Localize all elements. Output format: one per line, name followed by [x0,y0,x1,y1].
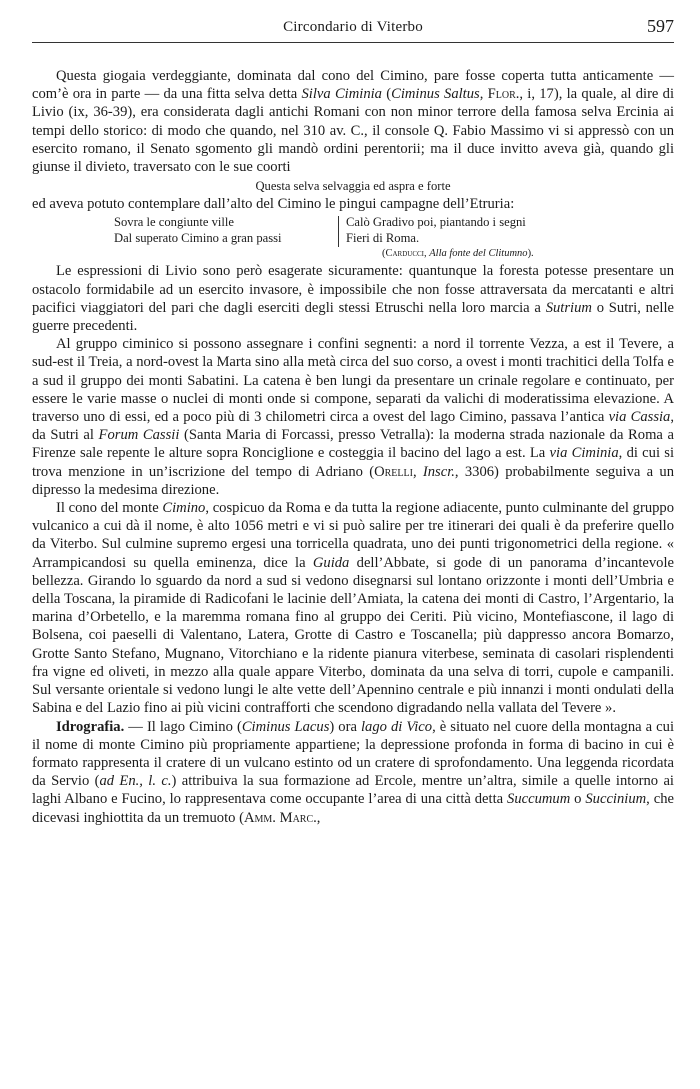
dante-quotation: Questa selva selvaggia ed aspra e forte [255,179,451,194]
italic-run: Silva Ciminia [301,86,382,103]
verse-right-column [346,214,646,246]
text-run: , [424,248,430,260]
text-run: , [412,463,423,480]
paragraph-livio [32,262,674,335]
text-run: (Santa Maria di Forcassi, presso Vetralla): la moderna strada nazionale da Roma a Firenze sale repente le alture sopra Ronciglione e costeggia il bacino del lago a est. La [32,427,674,462]
cite-work: Alla fonte del Clitumno [429,248,528,260]
text-run: ) attribuiva la sua formazione ad Ercole, mentre un’altra, simile a quelle intorno ai laghi Albano e Fucino, lo rappresentava come occupante l’area di una città detta [32,773,674,808]
paragraph-idrografia [32,718,674,827]
text-run: , cospicuo da Roma e da tutta la regione adiacente, punto culminante del gruppo vulcanico a cui dà il nome, è alto 1056 metri e vi si può salire per tre itinerari dei quali è da preferire quello da Viterbo. Sul culmine supremo ergesi una torricella quadrata, uno dei punti trigonometrici della regione. « Arrampicandosi su quella eminenza, dice la [32,500,675,571]
text-run: , di cui si trova menzione in un’iscrizione del tempo di Adriano ( [32,445,674,480]
italic-run: lago di Vico [361,718,433,735]
carducci-verse-block [32,214,674,262]
page-body [32,67,674,827]
verse-line: Dal superato Cimino a gran passi [114,231,282,246]
italic-run: Succinium [585,791,647,808]
text-run: , è situato nel cuore della montagna a cui il nome di monte Cimino più propriamente appartiene; la depressione profonda in forma di bacino in cui è formato rappresenta il cratere di un vulcano estinto od un cratere di sprofondamento. Una leggenda ricordata da Servio ( [32,718,675,790]
italic-run: Inscr. [422,463,455,480]
text-run: , [479,86,488,103]
text-run: — Il lago Cimino ( [124,718,242,735]
paragraph-monte-cimino [32,499,674,717]
page-number: 597 [647,16,674,36]
author-citation: Flor. [487,86,520,103]
author-citation: Amm. Marc. [243,809,317,826]
italic-run: Ciminus Lacus [241,718,330,735]
page-header [32,10,674,43]
text-run: ). [527,248,534,260]
text-run: Il cono del monte [56,500,163,517]
text-run: , [316,809,321,826]
verse-divider [338,216,339,247]
text-run: , 3306) probabilmente seguiva a un dipresso la medesima direzione. [32,463,674,498]
italic-run: ad En., l. c. [99,773,172,790]
verse-line: Sovra le congiunte ville [114,215,234,230]
italic-run: Cimino [162,500,206,517]
italic-run: Succumum [507,791,571,808]
text-run: , da Sutri al [32,409,675,444]
text-run: ) ora [329,718,361,735]
cite-author: Carducci [385,248,425,260]
text-run: dell’Abbate, si gode di un panorama d’incantevole bellezza. Girando lo sguardo da nord a sud si vedono disegnarsi sul lontano orizzonte i monti dell’Umbria e della Toscana, la piramide di Radicofani le lacinie dell’Amiata, la catena dei monti di Castro, l’Argentario, la marina d’Orbetello, e la maremma romana fino al gruppo dei Ceriti. Più vicino, Montefiascone, il lago di Bolsena, coi paeselli di Valentano, Latera, Grotte di Castro e Toscanella; più dappresso ancora Bomarzo, Grotte Santo Stefano, Mugnano, Vitorchiano e la ridente pianura viterbese, seminata di casolari risplendenti fra vigne ed oliveti, in mezzo alla quale appare Viterbo, dominata da una selva di torri, cupole e campanili. Sul versante orientale si vedono lungi le alte vette dell’Apennino centrale e più innanzi i monti ondulati della Sabina e del Lazio fino ai più vicini contrafforti che scendono digradando nella vallata del Tevere ». [32,554,674,717]
verse-line: Fieri di Roma. [346,231,420,246]
text-run: , i, 17), la quale, al dire di Livio (ix, 36-39), era considerata dagli antichi Romani con non minor terrore della famosa selva Ercinia ai tempi dello storico: di modo che quando, nel 310 av. C., il console Q. Fabio Massimo vi si appressò con un esercito romano, il Senato sgomento gli mandò ordini perentorii; ma il duce invitto aveva già, quando gli giunse il divieto, traversato con le sue coorti [32,86,675,176]
paragraph-silva-ciminia [32,67,674,176]
italic-run: Sutrium [545,299,592,316]
verse-left-column [114,214,336,246]
italic-run: Guida [312,554,350,571]
italic-run: via Ciminia [549,445,619,462]
text-run: Le espressioni di Livio sono però esagerate sicuramente: quantunque la foresta potesse presentare un ostacolo formidabile ad un esercito invasore, è impossibile che non fosse attraversata da mercatanti e altri pacifici viaggiatori del pari che dagli eserciti degli stessi Etruschi nella loro marcia a [32,263,674,316]
section-heading: Idrografia. [56,718,125,735]
paragraph-confini [32,335,674,499]
verse-line: Calò Gradivo poi, piantando i segni [346,215,526,230]
paragraph-etruria: ed aveva potuto contemplare dall’alto del Cimino le pingui campagne dell’Etruria: [32,196,515,213]
italic-run: Forum Cassii [98,427,180,444]
text-run: ( [381,86,392,103]
italic-run: Ciminus Saltus [391,86,480,103]
italic-run: via Cassia [608,409,671,426]
author-citation: Orelli [374,463,413,480]
text-run: , che dicevasi inghiottita da un tremuoto ( [32,791,674,826]
text-run: Questa giogaia verdeggiante, dominata dal cono del Cimino, pare fosse coperta tutta anticamente — com’è ora in parte — da una fitta selva detta [32,68,674,103]
text-run: o Sutri, nelle guerre precedenti. [32,299,674,335]
text-run: o [570,791,586,808]
text-run: Al gruppo ciminico si possono assegnare i confini segnenti: a nord il torrente Vezza, a est il Tevere, a sud-est il Treia, a nord-ovest la Marta sino alla metà circa del suo corso, a ovest i monti trachitici della Tolfa e a sud il gruppo dei monti Sabatini. La catena è ben lungi da presentare un crinale regolare e continuato, per essere le varie masse o nuclei di monti onde si compone, separati da valichi di moderatissima elevazione. A traverso uno di essi, ed a poco più di 3 chilometri circa a ovest del lago Cimino, passava l’antica [32,336,674,426]
running-title: Circondario di Viterbo [283,19,423,35]
verse-citation: (Carducci, Alla fonte del Clitumno). [382,248,534,260]
